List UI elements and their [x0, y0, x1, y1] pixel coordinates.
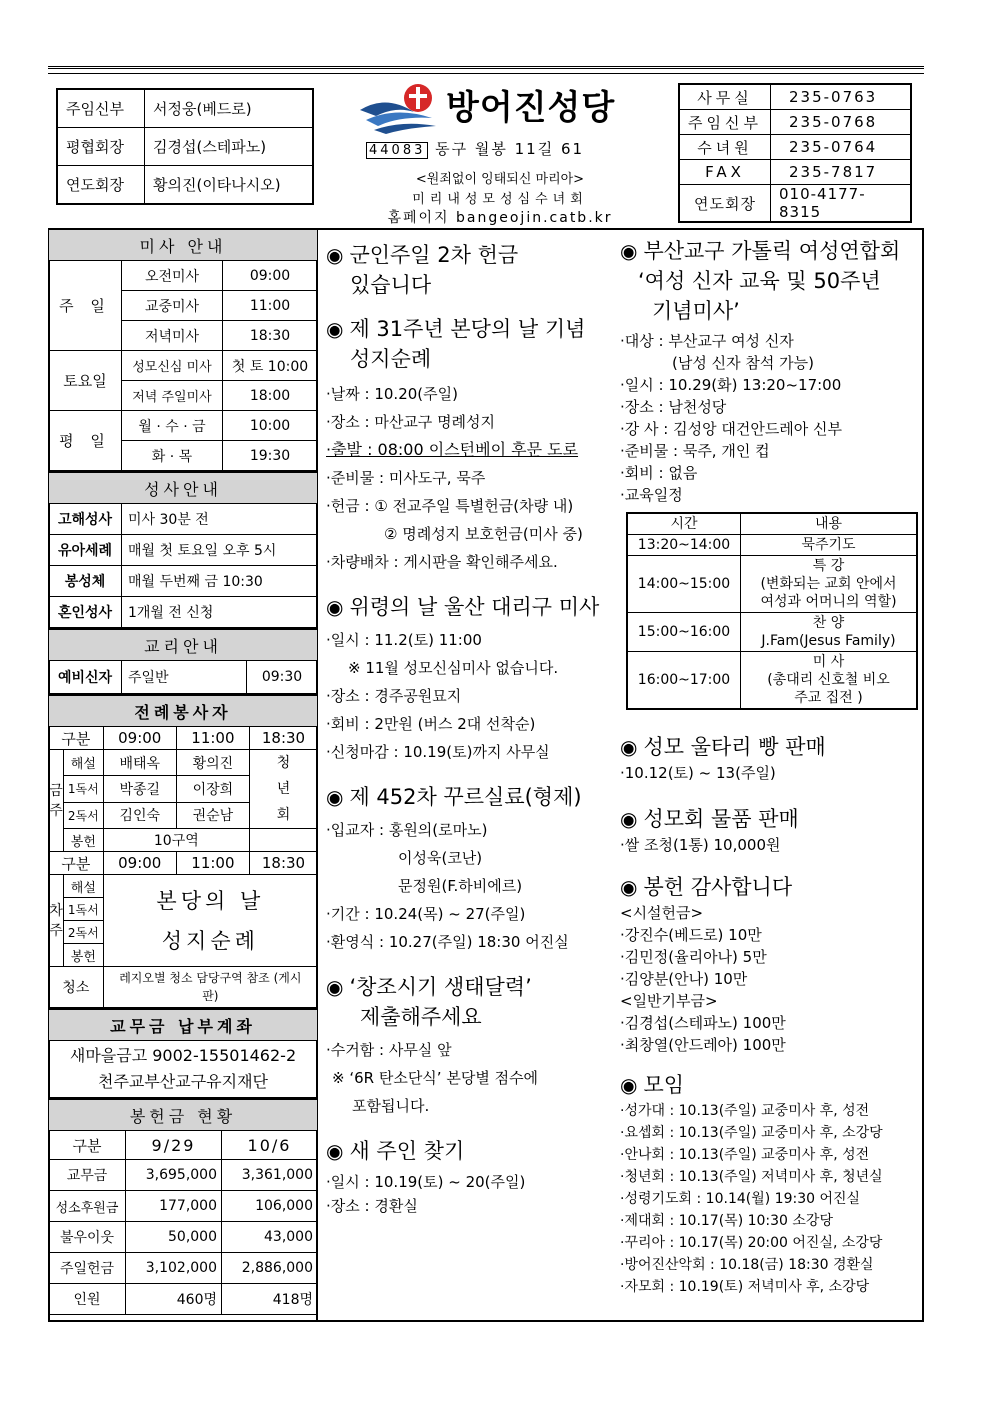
section-title: ◉ 모임: [620, 1073, 685, 1097]
phone-row: 주임신부 235-0768: [679, 110, 911, 135]
bullet-icon: ◉: [620, 875, 638, 899]
staff-row: 연도회장 황의진(이타나시오): [57, 166, 313, 205]
liturgy-table: 전례봉사자 구분 09:00 11:00 18:30 금주 해설 배태옥 황의진 청년회 1독서 박종길 이장희 2독서 김인숙 권순남 봉헌 10구역 구분 09:00 11:00 18:30 차주 해설 본당의 날 성지순례 1독서 2독서 봉헌 청소 레지오별 청소 담당구역 참조 (게시판): [48, 694, 318, 1008]
mass-table: 미사 안내 주 일 오전미사 09:00 교중미사 11:00 저녁미사 18:30 토요일 성모신심 미사 첫 토 10:00 저녁 주일미사 18:00 평 일 월 · 수 · 금 10:00 화 · 목 19:30: [48, 228, 318, 471]
liturgy-title: 전례봉사자: [49, 695, 318, 727]
phone-row: 연도회장 010-4177-8315: [679, 185, 911, 223]
bullet-icon: ◉: [326, 317, 344, 341]
this-week-label: 금주: [49, 750, 64, 852]
fee-table: 교무금 납부계좌 새마을금고 9002-15501462-2 천주교부산교구유지재단: [48, 1008, 318, 1098]
middle-column: ◉ 군인주일 2차 헌금 있습니다 ◉ 제 31주년 본당의 날 기념 성지순례 ·날짜 : 10.20(주일) ·장소 : 마산교구 명례성지 ·출발 : 08:00 이스턴베이 후문 도로 ·준비물 : 미사도구, 묵주 ·헌금 : ① 전교주일 특별헌금(차량 내) ② 명례성지 보호헌금(미사 중) ·차량배차 : 게시판을 확인해주세요. ◉ 위령의 날 울산 대리구 미사 ·일시 : 11.2(토) 11:00 ※ 11월 성모신심미사 없습니다. ·장소 : 경주공원묘지 ·회비 : 2만원 (버스 2대 선착순) ·신청마감 : 10.19(토)까지 사무실 ◉ 제 452차 꾸르실료(형제) ·입교자 : 홍원의(로마노) 이성욱(코난) 문정원(F.하비에르) ·기간 : 10.24(목) ~ 27(주일) ·환영식 : 10.27(주일) 18:30 어진실 ◉ ‘창조시기 생태달력’ 제출해주세요 ·수거함 : 사무실 앞 ※ ‘6R 탄소단식’ 본당별 점수에 포함됩니다. ◉ 새 주인 찾기 ·일시 : 10.19(토) ~ 20(주일) ·장소 : 경환실: [326, 240, 608, 1218]
bullet-icon: ◉: [620, 807, 638, 831]
section-title: ◉ 새 주인 찾기: [326, 1139, 465, 1163]
right-column: ◉ 부산교구 가톨릭 여성연합회 ‘여성 신자 교육 및 50주년 기념미사’ ·대상 : 부산교구 여성 신자 (남성 신자 참석 가능) ·일시 : 10.29(화) 13:20~17:00 ·장소 : 남천성당 ·강 사 : 김성앙 대건안드레아 신부 ·준비물 : 묵주, 개인 컵 ·회비 : 없음 ·교육일정 시간 내용 13:20~14:00 묵주기도 14:00~15:00 특 강 (변화되는 교회 안에서 여성과 어머니의 역할) 15:00~16:00 찬 양 J.Fam(Jesus Family) 16:00~17:00 미 사 (총대리 신호철 비오 주교 집전 ) ◉ 성모 울타리 빵 판매 ·10.12(토) ~ 13(주일) ◉ 성모회 물품 판매 ·쌀 조청(1통) 10,000원 ◉ 봉헌 감사합니다 <시설헌금> ·강진수(베드로) 10만 ·김민정(율리아나) 5만 ·김양분(안나) 10만 <일반기부금> ·김경섭(스테파노) 100만 ·최창열(안드레아) 100만 ◉ 모임 ·성가대 : 10.13(주일) 교중미사 후, 성전 ·요셉회 : 10.13(주일) 교중미사 후, 소강당 ·안나회 : 10.13(주일) 교중미사 후, 성전 ·청년회 : 10.13(주일) 저녁미사 후, 청년실 ·성령기도회 : 10.14(월) 19:30 어진실 ·제대회 : 10.17(목) 10:30 소강당 ·꾸리아 : 10.17(목) 20:00 어진실, 소강당 ·방어진산악회 : 10.18(금) 18:30 경환실 ·자모회 : 10.19(토) 저녁미사 후, 소강당: [620, 236, 920, 1298]
left-column: [48, 228, 318, 1315]
bullet-icon: ◉: [326, 1139, 344, 1163]
section-title: ◉ 제 452차 꾸르실료(형제): [326, 785, 582, 809]
offering-title: 봉헌금 현황: [49, 1099, 318, 1131]
staff-row: 평협회장 김경섭(스테파노): [57, 128, 313, 166]
section-title: ◉ 위령의 날 울산 대리구 미사: [326, 595, 600, 619]
section-title: ◉ 제 31주년 본당의 날 기념: [326, 317, 586, 341]
doctrine-table: 교리안내 예비신자 주일반 09:30: [48, 628, 318, 694]
section-title: ◉ 성모회 물품 판매: [620, 807, 799, 831]
phone-row: 수녀원 235-0764: [679, 135, 911, 160]
sacrament-title: 성사안내: [49, 472, 318, 504]
phone-row: FAX 235-7817: [679, 160, 911, 185]
phone-table: [678, 83, 912, 223]
section-title: ◉ ‘창조시기 생태달력’: [326, 975, 532, 999]
schedule-row: 16:00~17:00 미 사 (총대리 신호철 비오 주교 집전 ): [627, 652, 917, 710]
section-title: ◉ 성모 울타리 빵 판매: [620, 735, 826, 759]
homepage-link[interactable]: 홈페이지 bangeojin.catb.kr: [387, 210, 613, 226]
schedule-row: 15:00~16:00 찬 양 J.Fam(Jesus Family): [627, 613, 917, 652]
phone-row: 사무실 235-0763: [679, 84, 911, 110]
mass-title: 미사 안내: [49, 229, 318, 261]
schedule-row: 14:00~15:00 특 강 (변화되는 교회 안에서 여성과 어머니의 역할): [627, 556, 917, 613]
bullet-icon: ◉: [326, 595, 344, 619]
address: [366, 138, 584, 159]
bullet-icon: ◉: [620, 239, 638, 263]
staff-table: [56, 88, 314, 205]
staff-row: 주임신부 서정웅(베드로): [57, 89, 313, 128]
doctrine-title: 교리안내: [49, 629, 318, 661]
schedule-table: 시간 내용 13:20~14:00 묵주기도 14:00~15:00 특 강 (변화되는 교회 안에서 여성과 어머니의 역할) 15:00~16:00 찬 양 J.Fam(Jesus Family) 16:00~17:00 미 사 (총대리 신호철 비오 주교 집전 ): [626, 512, 918, 710]
sacrament-table: 성사안내 고해성사 미사 30분 전 유아세례 매월 첫 토요일 오후 5시 봉성체 매월 두번째 금 10:30 혼인성사 1개월 전 신청: [48, 471, 318, 628]
church-logo-icon: [356, 76, 440, 136]
next-week-label: 차주: [49, 875, 64, 967]
postcode: 44083: [366, 142, 428, 159]
next-week-note: 본당의 날 성지순례: [103, 875, 317, 967]
bullet-icon: ◉: [326, 243, 344, 267]
motto: <원죄없이 잉태되신 마리아>: [415, 172, 585, 187]
section-title: ◉ 부산교구 가톨릭 여성연합회: [620, 239, 901, 263]
address-text: 동구 월봉 11길 61: [435, 140, 585, 158]
bullet-icon: ◉: [620, 1073, 638, 1097]
church-name: 방어진성당: [446, 88, 616, 128]
bullet-icon: ◉: [326, 785, 344, 809]
bullet-icon: ◉: [326, 975, 344, 999]
top-rule: [48, 66, 924, 74]
section-title: ◉ 봉헌 감사합니다: [620, 875, 793, 899]
fee-title: 교무금 납부계좌: [49, 1009, 318, 1041]
bullet-icon: ◉: [620, 735, 638, 759]
offering-table: 봉헌금 현황 구분 9/29 10/6 교무금 3,695,000 3,361,000 성소후원금 177,000 106,000 불우이웃 50,000 43,000 주일헌금 3,102,000 2,886,000 인원 460명 418명: [48, 1098, 318, 1315]
section-title: ◉ 군인주일 2차 헌금: [326, 243, 519, 267]
schedule-row: 13:20~14:00 묵주기도: [627, 535, 917, 556]
convent: 미리내성모성심수녀회: [412, 192, 588, 207]
